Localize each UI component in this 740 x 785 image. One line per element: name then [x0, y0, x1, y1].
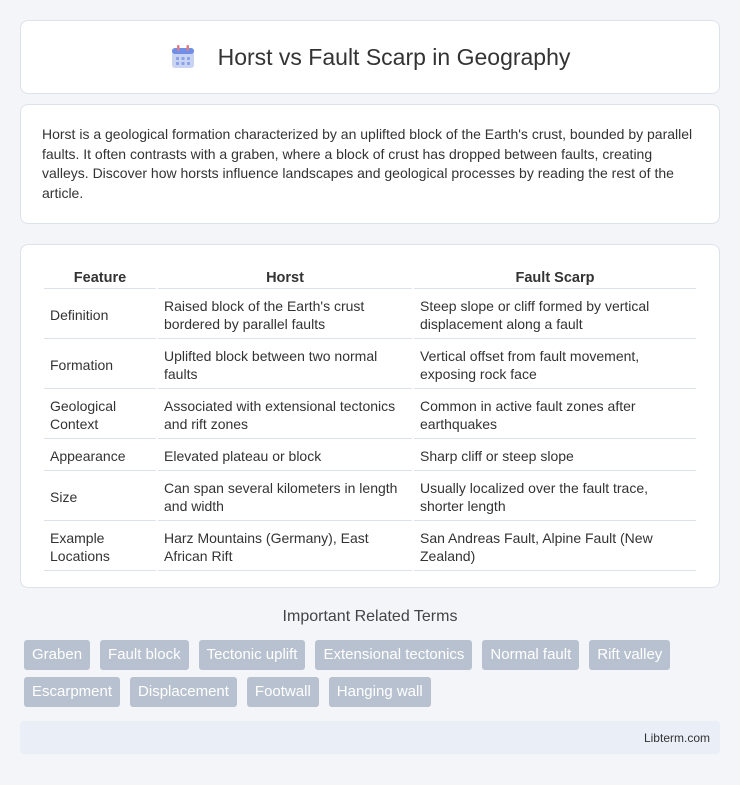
table-cell: Uplifted block between two normal faults: [158, 341, 412, 389]
table-cell: Size: [44, 473, 156, 521]
table-cell: Associated with extensional tectonics and rift zones: [158, 391, 412, 439]
table-cell: Geological Context: [44, 391, 156, 439]
tag-graben[interactable]: Graben: [24, 640, 90, 670]
table-cell: Steep slope or cliff formed by vertical displacement along a fault: [414, 291, 696, 339]
table-cell: Elevated plateau or block: [158, 441, 412, 471]
related-terms-title: Important Related Terms: [282, 608, 458, 625]
table-cell: Harz Mountains (Germany), East African Rift: [158, 523, 412, 571]
page-title: Horst vs Fault Scarp in Geography: [217, 43, 571, 70]
tag-fault-block[interactable]: Fault block: [100, 640, 189, 670]
table-cell: Common in active fault zones after earthquakes: [414, 391, 696, 439]
table-cell: Formation: [44, 341, 156, 389]
tag-hanging-wall[interactable]: Hanging wall: [329, 677, 431, 707]
title-card: [20, 20, 720, 94]
related-terms-tags: [20, 640, 720, 707]
tag-tectonic-uplift[interactable]: Tectonic uplift: [199, 640, 306, 670]
tag-displacement[interactable]: Displacement: [130, 677, 237, 707]
tag-extensional-tectonics[interactable]: Extensional tectonics: [315, 640, 472, 670]
table-row: [44, 291, 696, 339]
tag-normal-fault[interactable]: Normal fault: [482, 640, 579, 670]
header-fault-scarp: Fault Scarp: [414, 267, 696, 289]
tag-rift-valley[interactable]: Rift valley: [589, 640, 670, 670]
comparison-table-card: [20, 244, 720, 588]
table-cell: Usually localized over the fault trace, shorter length: [414, 473, 696, 521]
table-cell: Appearance: [44, 441, 156, 471]
footer-site-link[interactable]: Libterm.com: [643, 730, 710, 745]
table-cell: Vertical offset from fault movement, exposing rock face: [414, 341, 696, 389]
table-cell: San Andreas Fault, Alpine Fault (New Zealand): [414, 523, 696, 571]
header-horst: Horst: [158, 267, 412, 289]
table-cell: Sharp cliff or steep slope: [414, 441, 696, 471]
table-header-row: [44, 267, 696, 289]
tag-escarpment[interactable]: Escarpment: [24, 677, 120, 707]
footer: [20, 721, 720, 754]
table-row: [44, 523, 696, 571]
table-row: [44, 473, 696, 521]
intro-text: Horst is a geological formation characterized by an uplifted block of the Earth's crust, bounded by parallel faults. It often contrasts with a graben, where a block of crust has dropped between faults, creating valleys. Discover how horsts influence landscapes and geological processes by reading the rest of the article.: [42, 126, 693, 201]
table-cell: Example Locations: [44, 523, 156, 571]
table-cell: Can span several kilometers in length and width: [158, 473, 412, 521]
table-row: [44, 441, 696, 471]
tag-footwall[interactable]: Footwall: [247, 677, 319, 707]
calendar-icon: [170, 44, 196, 70]
table-row: [44, 391, 696, 439]
intro-card: [20, 104, 720, 224]
table-cell: Definition: [44, 291, 156, 339]
table-row: [44, 341, 696, 389]
table-cell: Raised block of the Earth's crust bordered by parallel faults: [158, 291, 412, 339]
comparison-table: [42, 265, 698, 573]
header-feature: Feature: [44, 267, 156, 289]
